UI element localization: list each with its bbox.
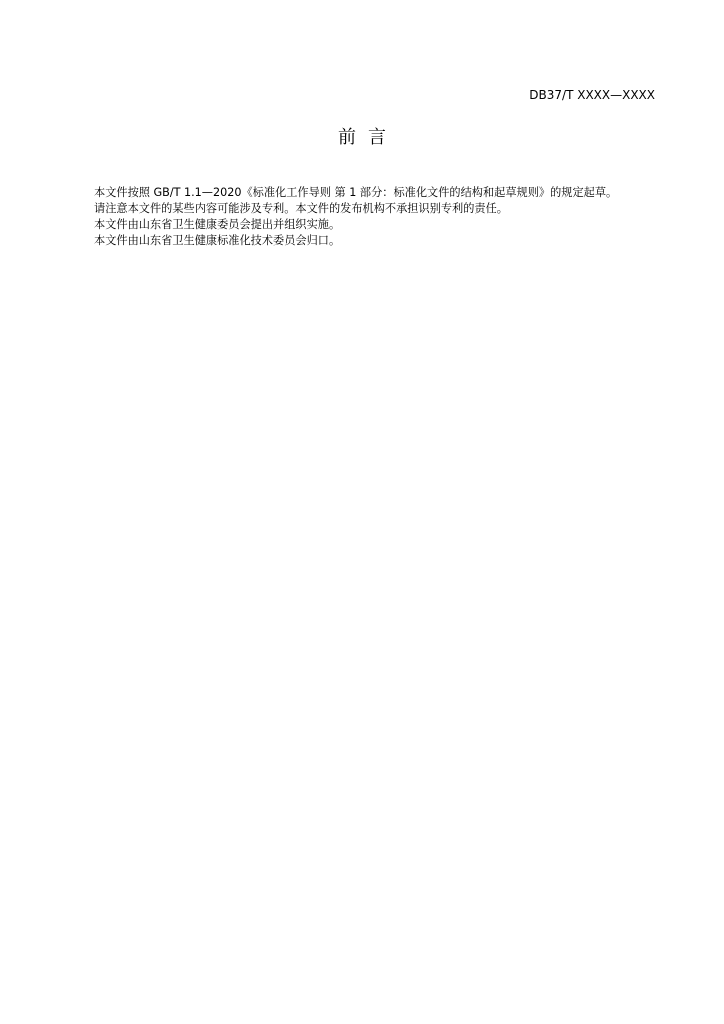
document-code: DB37/T XXXX—XXXX [529,88,655,102]
paragraph-administrator: 本文件由山东省卫生健康标准化技术委员会归口。 [94,234,341,247]
paragraph-drafting-rules: 本文件按照 GB/T 1.1—2020《标准化工作导则 第 1 部分：标准化文件的结构和起草规则》的规定起草。 [94,186,618,199]
foreword-body [68,185,656,249]
paragraph-patent-notice: 请注意本文件的某些内容可能涉及专利。本文件的发布机构不承担识别专利的责任。 [94,202,508,215]
page-title: 前言 [338,127,398,148]
paragraph-proposer: 本文件由山东省卫生健康委员会提出并组织实施。 [94,218,341,231]
